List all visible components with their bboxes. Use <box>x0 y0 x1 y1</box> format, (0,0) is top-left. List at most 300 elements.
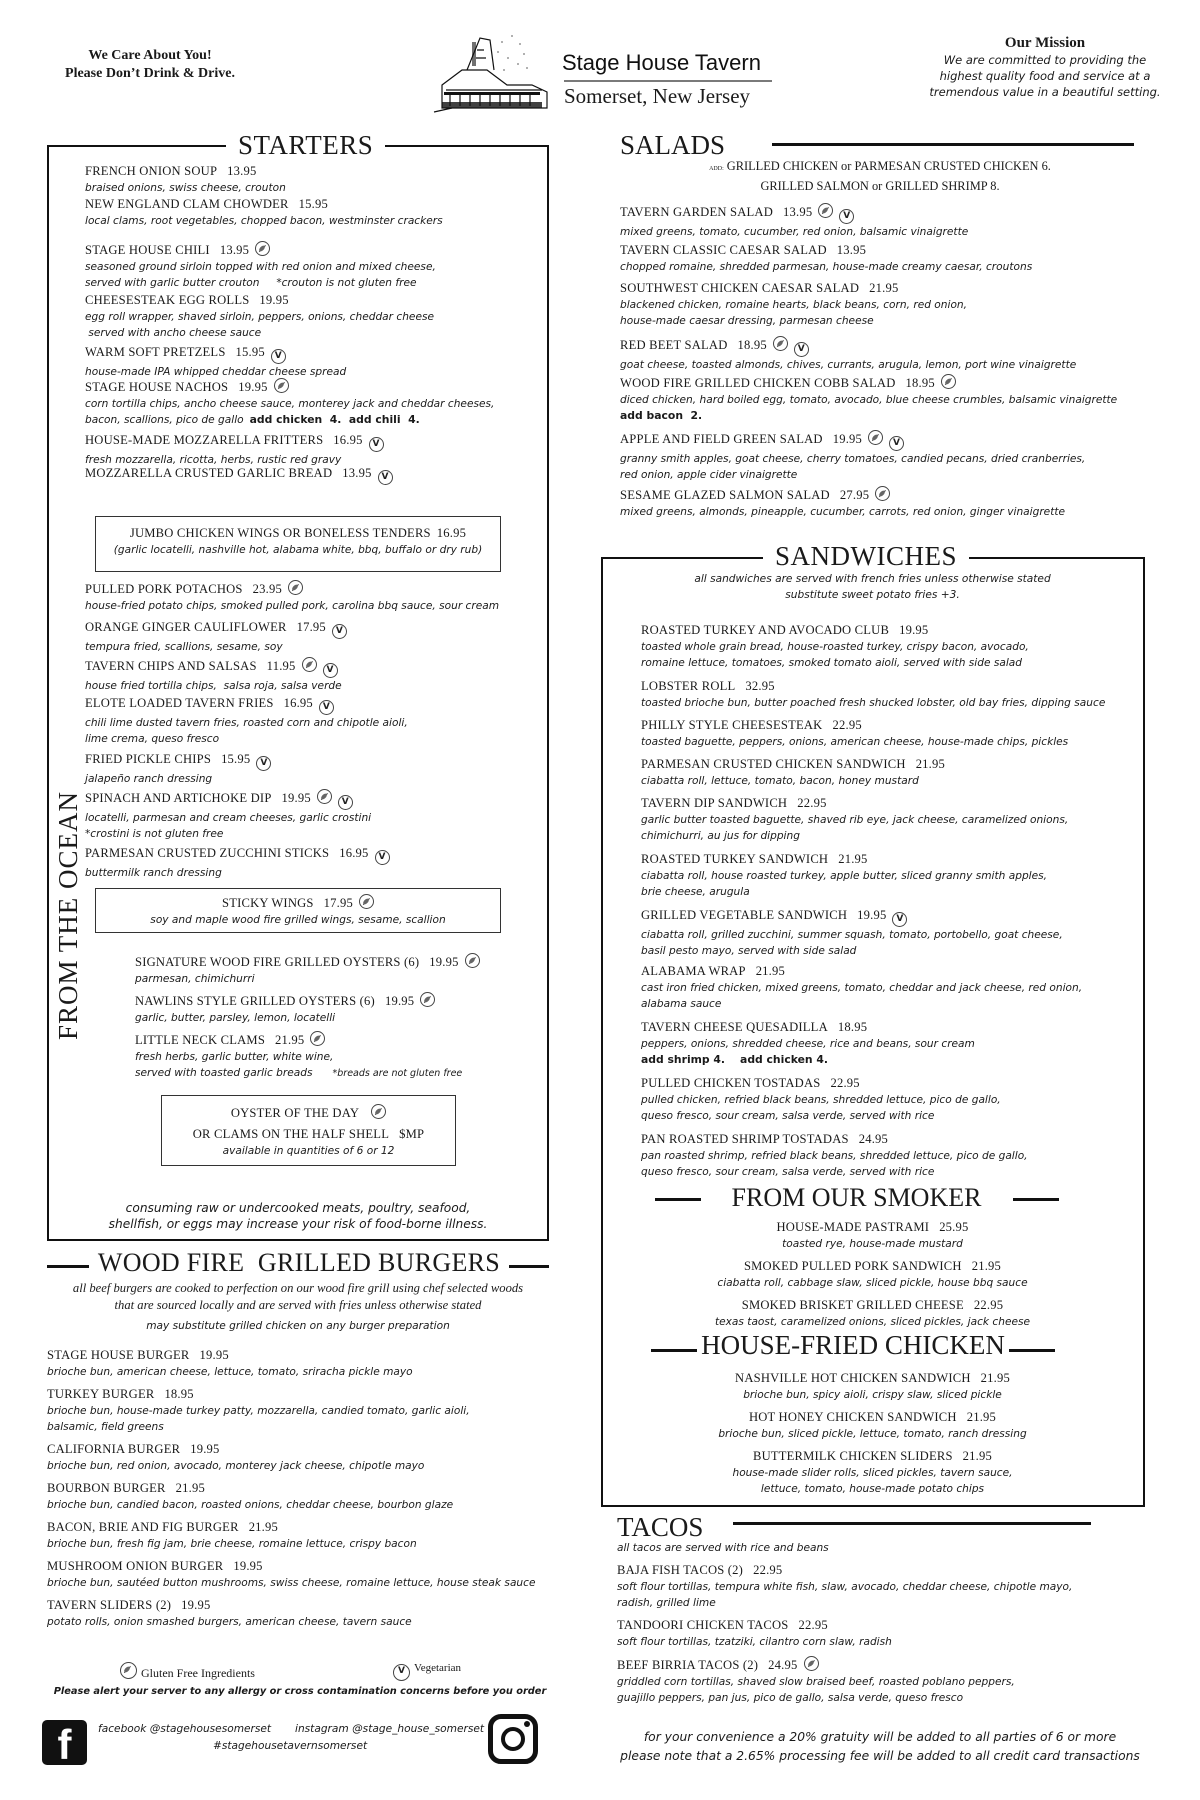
item-heading <box>600 1219 1145 1236</box>
item-name: LOBSTER ROLL <box>641 679 736 693</box>
tacos-rule <box>733 1522 1091 1525</box>
item-description <box>641 943 1063 959</box>
gluten-free-icon <box>359 894 374 909</box>
item-description <box>85 598 499 614</box>
gluten-free-icon <box>274 378 289 393</box>
item-description <box>600 1314 1145 1330</box>
item-description <box>135 971 480 987</box>
menu-item <box>47 1480 453 1513</box>
description-text: ciabatta roll, lettuce, tomato, bacon, honey mustard <box>641 775 919 787</box>
menu-item <box>620 203 968 240</box>
menu-item <box>641 1019 975 1068</box>
item-description <box>85 213 443 229</box>
burgers-rule-right <box>509 1265 549 1268</box>
item-heading <box>641 1075 1001 1092</box>
starters-title: STARTERS <box>226 130 385 160</box>
item-heading <box>620 336 1076 357</box>
item-name: TAVERN CHEESE QUESADILLA <box>641 1020 828 1034</box>
item-description <box>641 773 945 789</box>
item-description <box>135 1010 435 1026</box>
hashtag: #stagehousetavernsomerset <box>213 1740 368 1752</box>
oyster-quantities: available in quantities of 6 or 12 <box>222 1145 395 1157</box>
item-price: 19.95 <box>857 908 887 922</box>
instagram-handle[interactable]: instagram @stage_house_somerset <box>295 1723 485 1735</box>
item-heading <box>617 1656 1015 1674</box>
item-description <box>620 297 967 313</box>
gluten-free-icon <box>317 789 332 804</box>
add-on-line: GRILLED SALMON or GRILLED SHRIMP 8. <box>760 179 1000 193</box>
item-description <box>47 1536 417 1552</box>
salads-title: SALADS <box>620 130 726 160</box>
menu-item <box>620 336 1076 373</box>
description-text: diced chicken, hard boiled egg, tomato, avocado, blue cheese crumbles, balsamic vinaigrette <box>620 394 1118 406</box>
oyster-of-the-day-box <box>161 1095 456 1166</box>
menu-item <box>641 756 945 789</box>
salads-rule <box>772 143 1134 146</box>
item-price: 13.95 <box>227 164 257 178</box>
item-price: 24.95 <box>858 1132 889 1146</box>
menu-item <box>641 622 1029 671</box>
item-description <box>617 1674 1015 1690</box>
menu-item <box>47 1386 470 1435</box>
burgers-substitute-note: may substitute grilled chicken on any burger preparation <box>146 1320 450 1332</box>
item-price: 19.95 <box>199 1348 229 1362</box>
item-name: ALABAMA WRAP <box>641 964 746 978</box>
item-heading <box>617 1562 1072 1579</box>
menu-item <box>641 1075 1001 1124</box>
menu-item <box>617 1656 1015 1706</box>
item-price: 16.95 <box>436 526 467 540</box>
description-text: locatelli, parmesan and cream cheeses, garlic crostini <box>85 812 372 824</box>
mission-statement <box>910 35 1180 100</box>
description-text: brioche bun, sautéed button mushrooms, swiss cheese, romaine lettuce, house steak sauce <box>47 1577 536 1589</box>
item-description <box>47 1419 470 1435</box>
item-heading <box>85 789 371 810</box>
care-line-1: We Care About You! <box>88 48 212 63</box>
item-description <box>620 451 1085 467</box>
item-name: PULLED CHICKEN TOSTADAS <box>641 1076 821 1090</box>
item-description <box>620 313 967 329</box>
item-price: 21.95 <box>275 1033 305 1047</box>
item-heading <box>641 678 1105 695</box>
item-name: ORANGE GINGER CAULIFLOWER <box>85 620 287 634</box>
burgers-rule-left <box>47 1265 89 1268</box>
restaurant-name: Stage House Tavern <box>562 50 761 75</box>
item-price: 22.95 <box>797 796 827 810</box>
menu-item <box>600 1219 1145 1252</box>
item-name: BUTTERMILK CHICKEN SLIDERS <box>752 1449 953 1463</box>
item-description <box>641 734 1068 750</box>
tacos-subtitle: all tacos are served with rice and beans <box>617 1542 829 1554</box>
item-description <box>47 1364 413 1380</box>
item-name: SPINACH AND ARTICHOKE DIP <box>85 791 272 805</box>
item-name: SESAME GLAZED SALMON SALAD <box>620 488 830 502</box>
item-heading <box>620 430 1085 451</box>
description-text: basil pesto mayo, served with side salad <box>641 945 857 957</box>
item-heading <box>641 622 1029 639</box>
item-heading <box>85 196 443 213</box>
facebook-handle[interactable]: facebook @stagehousesomerset <box>98 1723 272 1735</box>
vegetarian-icon: V <box>839 209 854 224</box>
menu-item <box>135 992 435 1026</box>
gratuity-note: for your convenience a 20% gratuity will be added to all parties of 6 or more <box>643 1730 1117 1744</box>
legend-label: Vegetarian <box>414 1662 462 1674</box>
vegetarian-icon: V <box>369 437 384 452</box>
item-price: 16.95 <box>333 433 363 447</box>
processing-fee-note: please note that a 2.65% processing fee will be added to all credit card transactions <box>620 1749 1140 1763</box>
item-description <box>135 1065 462 1082</box>
item-description <box>641 996 1082 1012</box>
item-heading <box>85 344 346 364</box>
item-heading <box>47 1519 417 1536</box>
menu-item <box>47 1519 417 1552</box>
item-heading <box>600 1448 1145 1465</box>
menu-item <box>641 717 1068 750</box>
wings-name <box>96 525 500 542</box>
item-name: HOUSE-MADE MOZZARELLA FRITTERS <box>85 433 324 447</box>
item-price: 22.95 <box>832 718 862 732</box>
description-text: parmesan, chimichurri <box>135 973 255 985</box>
item-price: 25.95 <box>939 1220 969 1234</box>
item-description <box>85 731 408 747</box>
vegetarian-icon: V <box>256 756 271 771</box>
item-price: 19.95 <box>238 380 268 394</box>
item-description <box>641 655 1029 671</box>
item-heading <box>85 619 347 639</box>
item-name: PARMESAN CRUSTED CHICKEN SANDWICH <box>641 757 906 771</box>
item-price: 21.95 <box>175 1481 205 1495</box>
item-heading <box>47 1347 413 1364</box>
item-description <box>620 504 1065 520</box>
item-description <box>85 396 494 412</box>
menu-item <box>85 695 408 747</box>
vegetarian-icon: V <box>393 1664 410 1681</box>
description-text: house fried tortilla chips, salsa roja, salsa verde <box>85 680 342 692</box>
item-price: 19.95 <box>899 623 929 637</box>
legend-label: Gluten Free Ingredients <box>141 1666 255 1680</box>
item-heading <box>85 465 393 485</box>
item-heading <box>85 845 390 865</box>
description-text: seasoned ground sirloin topped with red onion and mixed cheese, <box>85 261 436 273</box>
item-price: 18.95 <box>737 338 767 352</box>
description-text: braised onions, swiss cheese, crouton <box>85 182 286 194</box>
menu-item <box>85 163 286 196</box>
item-description <box>641 695 1105 711</box>
gluten-free-icon <box>371 1104 386 1119</box>
menu-item <box>617 1617 892 1650</box>
wings-sauces: (garlic locatelli, nashville hot, alabama white, bbq, buffalo or dry rub) <box>113 544 483 556</box>
item-description <box>620 259 1032 275</box>
burgers-title: WOOD FIRE GRILLED BURGERS <box>97 1248 501 1277</box>
gluten-free-icon <box>302 657 317 672</box>
item-name: WOOD FIRE GRILLED CHICKEN COBB SALAD <box>620 376 896 390</box>
menu-item <box>600 1258 1145 1291</box>
item-price: 11.95 <box>266 659 296 673</box>
description-text: blackened chicken, romaine hearts, black beans, corn, red onion, <box>620 299 968 311</box>
facebook-icon[interactable]: f <box>42 1720 87 1765</box>
item-name: CALIFORNIA BURGER <box>47 1442 181 1456</box>
item-description <box>85 715 408 731</box>
item-name: NAWLINS STYLE GRILLED OYSTERS (6) <box>135 994 375 1008</box>
item-description <box>47 1497 453 1513</box>
description-text: toasted rye, house-made mustard <box>782 1238 963 1250</box>
item-description <box>641 884 1047 900</box>
description-text: red onion, apple cider vinaigrette <box>620 469 798 481</box>
menu-item <box>47 1558 536 1591</box>
item-name: STAGE HOUSE NACHOS <box>85 380 229 394</box>
item-description <box>620 224 968 240</box>
vegetarian-icon: V <box>375 850 390 865</box>
menu-item <box>600 1448 1145 1497</box>
payment-notes <box>600 1728 1160 1766</box>
description-text: ciabatta roll, cabbage slaw, sliced pickle, house bbq sauce <box>717 1277 1028 1289</box>
item-description <box>617 1595 1072 1611</box>
add-prefix: ADD: <box>709 166 724 172</box>
gluten-free-icon <box>875 486 890 501</box>
item-price: 15.95 <box>298 197 328 211</box>
description-text: toasted brioche bun, butter poached fresh shucked lobster, old bay fries, dipping sauce <box>641 697 1106 709</box>
item-price: 18.95 <box>837 1020 868 1034</box>
chicken-rule-right <box>1009 1349 1055 1352</box>
item-heading <box>85 751 271 771</box>
menu-item <box>47 1441 424 1474</box>
logo-divider <box>564 80 772 82</box>
item-heading <box>85 241 436 259</box>
menu-item <box>620 280 967 329</box>
description-text: served with garlic butter crouton *crouton is not gluten free <box>85 277 417 289</box>
item-description <box>641 1164 1028 1180</box>
menu-item <box>641 678 1105 711</box>
item-heading <box>620 374 1117 392</box>
item-price: 22.95 <box>753 1563 783 1577</box>
description-text: chopped romaine, shredded parmesan, house-made creamy caesar, croutons <box>620 261 1033 273</box>
item-name: BEEF BIRRIA TACOS (2) <box>617 1658 759 1672</box>
menu-item <box>47 1347 413 1380</box>
item-heading <box>85 580 499 598</box>
add-on-text: GRILLED CHICKEN or PARMESAN CRUSTED CHICKEN 6. <box>726 159 1051 173</box>
vegetarian-icon: V <box>338 795 353 810</box>
item-price: 21.95 <box>971 1259 1002 1273</box>
description-text: brioche bun, fresh fig jam, brie cheese, romaine lettuce, crispy bacon <box>47 1538 417 1550</box>
description-text: house-fried potato chips, smoked pulled pork, carolina bbq sauce, sour cream <box>85 600 500 612</box>
item-description <box>641 980 1082 996</box>
description-text: mixed greens, tomato, cucumber, red onion, balsamic vinaigrette <box>620 226 969 238</box>
mission-line: tremendous value in a beautiful setting. <box>929 85 1161 99</box>
item-name: BAJA FISH TACOS (2) <box>617 1563 744 1577</box>
menu-item <box>135 953 480 987</box>
item-price: 19.95 <box>384 994 415 1008</box>
smoker-rule-left <box>655 1198 701 1201</box>
tacos-title: TACOS <box>617 1512 704 1542</box>
subtitle-line: that are sourced locally and are served with fries unless otherwise stated <box>114 1298 482 1312</box>
item-description <box>85 325 434 341</box>
item-name: SIGNATURE WOOD FIRE GRILLED OYSTERS (6) <box>135 955 420 969</box>
warning-line: consuming raw or undercooked meats, poultry, seafood, <box>125 1201 471 1215</box>
smoker-title: FROM OUR SMOKER <box>731 1183 982 1212</box>
item-heading <box>620 486 1065 504</box>
description-text: alabama sauce <box>641 998 722 1010</box>
restaurant-location: Somerset, New Jersey <box>564 84 751 108</box>
menu-item <box>620 430 1085 483</box>
description-text: soft flour tortillas, tempura white fish, slaw, avocado, cheddar cheese, chipotle mayo, <box>617 1581 1073 1593</box>
item-name: ELOTE LOADED TAVERN FRIES <box>85 696 274 710</box>
add-on-option: add shrimp 4. add chicken 4. <box>641 1053 828 1066</box>
item-description <box>641 1108 1001 1124</box>
item-heading <box>47 1597 412 1614</box>
item-price: 22.95 <box>798 1618 828 1632</box>
item-price: 18.95 <box>905 376 935 390</box>
item-description <box>620 467 1085 483</box>
gluten-free-icon <box>804 1656 819 1671</box>
item-description <box>85 180 286 196</box>
item-description <box>620 357 1076 373</box>
item-name: TAVERN DIP SANDWICH <box>641 796 788 810</box>
description-text: local clams, root vegetables, chopped bacon, westminster crackers <box>85 215 443 227</box>
gluten-free-icon <box>288 580 303 595</box>
description-text: brioche bun, house-made turkey patty, mozzarella, candied tomato, garlic aioli, <box>47 1405 470 1417</box>
item-name: MOZZARELLA CRUSTED GARLIC BREAD <box>85 466 333 480</box>
item-name: SOUTHWEST CHICKEN CAESAR SALAD <box>620 281 860 295</box>
raw-food-warning <box>50 1200 546 1232</box>
item-name: WARM SOFT PRETZELS <box>85 345 226 359</box>
item-name: GRILLED VEGETABLE SANDWICH <box>641 908 848 922</box>
menu-item <box>620 242 1032 275</box>
sandwiches-subtitle <box>600 571 1145 603</box>
item-name: JUMBO CHICKEN WINGS OR BONELESS TENDERS <box>129 526 431 540</box>
menu-item <box>641 963 1082 1012</box>
menu-item <box>85 241 436 291</box>
menu-item <box>620 374 1117 424</box>
vegetarian-icon: V <box>794 342 809 357</box>
item-price: 15.95 <box>221 752 251 766</box>
item-heading <box>85 695 408 715</box>
menu-item <box>641 907 1063 959</box>
item-description <box>47 1403 470 1419</box>
item-price: 19.95 <box>259 293 289 307</box>
item-description <box>617 1690 1015 1706</box>
menu-item <box>85 465 393 485</box>
description-text: romaine lettuce, tomatoes, smoked tomato aioli, served with side salad <box>641 657 1023 669</box>
menu-item <box>85 580 499 614</box>
gluten-free-icon <box>310 1031 325 1046</box>
vegetarian-icon: V <box>332 624 347 639</box>
item-price: 19.95 <box>181 1598 211 1612</box>
item-price: 23.95 <box>252 582 282 596</box>
item-heading <box>135 953 480 971</box>
item-description <box>641 828 1068 844</box>
item-heading <box>641 1131 1028 1148</box>
description-text: bacon, scallions, pico de gallo <box>85 414 244 426</box>
gluten-free-icon <box>868 430 883 445</box>
gluten-free-icon <box>420 992 435 1007</box>
menu-item <box>85 845 390 881</box>
item-price: 19.95 <box>429 955 459 969</box>
item-name: STICKY WINGS <box>222 896 314 910</box>
add-on-line <box>600 158 1160 178</box>
item-name: PAN ROASTED SHRIMP TOSTADAS <box>641 1132 849 1146</box>
sticky-wings-box <box>95 888 501 933</box>
description-text: chimichurri, au jus for dipping <box>641 830 800 842</box>
item-name: OR CLAMS ON THE HALF SHELL <box>192 1127 390 1141</box>
item-description <box>85 771 271 787</box>
item-price: 19.95 <box>233 1559 263 1573</box>
item-price: 16.95 <box>283 696 313 710</box>
item-description <box>617 1579 1072 1595</box>
item-heading <box>641 851 1047 868</box>
item-price: 21.95 <box>248 1520 279 1534</box>
description-text: jalapeño ranch dressing <box>85 773 213 785</box>
description-text: fresh mozzarella, ricotta, herbs, rustic red gravy <box>85 454 342 466</box>
item-price: 19.95 <box>832 432 863 446</box>
item-description <box>617 1634 892 1650</box>
menu-item <box>617 1562 1072 1611</box>
tavern-illustration-logo <box>432 30 552 115</box>
description-text: fresh herbs, garlic butter, white wine, <box>135 1051 334 1063</box>
item-description <box>600 1426 1145 1442</box>
menu-item <box>620 486 1065 520</box>
item-description <box>85 309 434 325</box>
description-text: toasted baguette, peppers, onions, american cheese, house-made chips, pickles <box>641 736 1069 748</box>
from-the-ocean-label: FROM THE OCEAN <box>53 790 83 1040</box>
item-heading <box>85 432 384 452</box>
description-text: brioche bun, american cheese, lettuce, tomato, sriracha pickle mayo <box>47 1366 413 1378</box>
item-heading <box>85 378 494 396</box>
item-description <box>85 826 371 842</box>
description-text: corn tortilla chips, ancho cheese sauce, monterey jack and cheddar cheeses, <box>85 398 495 410</box>
mission-line: highest quality food and service at a <box>939 69 1151 83</box>
gluten-free-icon <box>818 203 833 218</box>
item-description <box>47 1575 536 1591</box>
item-heading <box>600 1297 1145 1314</box>
item-price: 22.95 <box>830 1076 860 1090</box>
item-name: PULLED PORK POTACHOS <box>85 582 243 596</box>
description-text: texas taost, caramelized onions, sliced pickles, jack cheese <box>714 1316 1031 1328</box>
description-text: lettuce, tomato, house-made potato chips <box>760 1483 985 1495</box>
menu-item <box>85 344 346 380</box>
item-price: 19.95 <box>281 791 311 805</box>
menu-item <box>85 196 443 229</box>
item-heading <box>135 1031 462 1049</box>
description-text: ciabatta roll, grilled zucchini, summer squash, tomato, portobello, goat cheese, <box>641 929 1063 941</box>
item-name: SMOKED BRISKET GRILLED CHEESE <box>741 1298 964 1312</box>
item-heading <box>85 292 434 309</box>
item-name: SMOKED PULLED PORK SANDWICH <box>743 1259 962 1273</box>
sandwiches-title: SANDWICHES <box>763 541 969 571</box>
menu-item <box>600 1297 1145 1330</box>
item-name: TAVERN CHIPS AND SALSAS <box>85 659 257 673</box>
legend-vegetarian <box>393 1662 461 1681</box>
item-heading <box>85 657 342 678</box>
description-text: *crostini is not gluten free <box>85 828 224 840</box>
item-price: 13.95 <box>219 243 250 257</box>
item-description <box>641 927 1063 943</box>
description-text: ciabatta roll, house roasted turkey, apple butter, sliced granny smith apples, <box>641 870 1048 882</box>
subtitle-line: all sandwiches are served with french fries unless otherwise stated <box>694 573 1051 585</box>
item-heading <box>641 795 1068 812</box>
item-price: 24.95 <box>768 1658 798 1672</box>
description-text: griddled corn tortillas, shaved slow braised beef, roasted poblano peppers, <box>617 1676 1015 1688</box>
item-name: FRENCH ONION SOUP <box>85 164 218 178</box>
description-text: house-made IPA whipped cheddar cheese spread <box>85 366 347 378</box>
description-text: tempura fried, scallions, sesame, soy <box>85 641 283 653</box>
description-text: chili lime dusted tavern fries, roasted corn and chipotle aioli, <box>85 717 408 729</box>
item-price: 21.95 <box>962 1449 993 1463</box>
item-heading <box>620 203 968 224</box>
smoker-rule-right <box>1013 1198 1059 1201</box>
item-description <box>85 412 494 428</box>
item-name: RED BEET SALAD <box>620 338 728 352</box>
item-description <box>600 1387 1145 1403</box>
